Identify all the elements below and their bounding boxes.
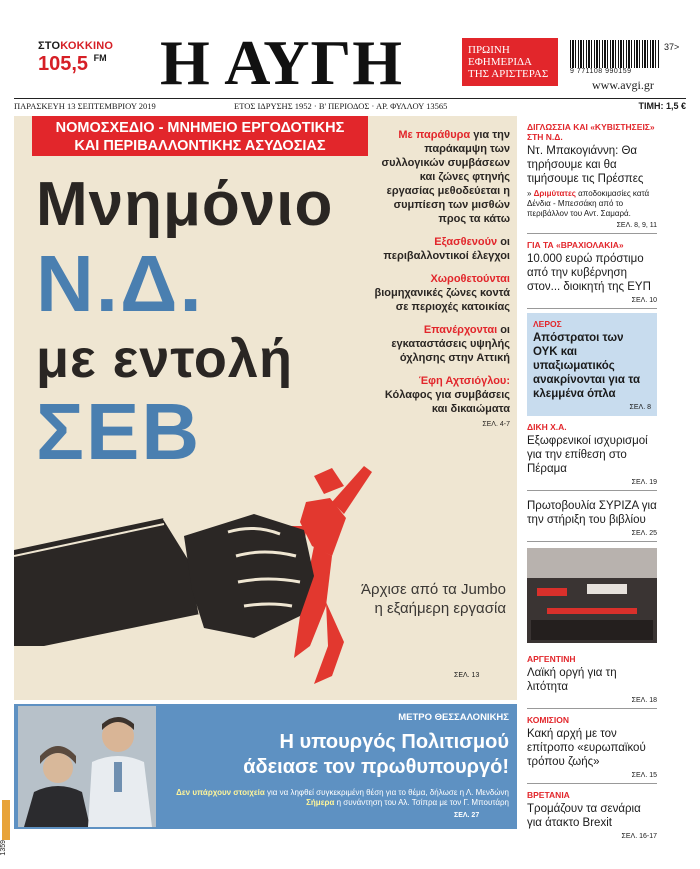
dateline bbox=[14, 98, 686, 112]
headline-line-1: Μνημόνιο bbox=[36, 170, 334, 239]
sidebar-point-text: οι περιβαλλοντικοί έλεγχοι bbox=[383, 236, 510, 262]
item-title: Ντ. Μπακογιάννη: Θα τηρήσουμε και θα τιμήσουμε τις Πρέσπες bbox=[527, 145, 644, 185]
page-reference: ΣΕΛ. 4-7 bbox=[482, 421, 510, 428]
page-reference: ΣΕΛ. 16-17 bbox=[621, 833, 657, 840]
sidebar-point-highlight: Χωροθετούνται bbox=[430, 273, 510, 285]
bottom-story[interactable] bbox=[14, 704, 517, 829]
bottom-sub-highlight: Σήμερα bbox=[306, 798, 335, 807]
item-title: Λαϊκή οργή για τη λιτότητα bbox=[527, 667, 617, 693]
item-title: Εξωφρενικοί ισχυρισμοί για την επίθεση στο Πέραμα bbox=[527, 435, 648, 475]
item-body-highlight: Δριμύτατες bbox=[533, 189, 576, 198]
news-item[interactable] bbox=[527, 709, 657, 784]
side-marker bbox=[2, 800, 10, 840]
news-item[interactable] bbox=[527, 648, 657, 709]
side-code: 1359 bbox=[0, 840, 7, 856]
bottom-sub-text: για να ληφθεί συγκεκριμένη θέση για το θέμα, δήλωσε η Λ. Μενδώνη bbox=[264, 788, 509, 797]
sidebar-point-highlight: Με παράθυρα bbox=[398, 129, 471, 141]
item-title: Κακή αρχή με τον επίτροπο «ευρωπαϊκού τρόπου ζωής» bbox=[527, 728, 646, 768]
bottom-headline-line: άδειασε τον πρωθυπουργό! bbox=[243, 756, 509, 778]
headline-line-2: Ν.Δ. bbox=[36, 239, 204, 328]
item-kicker: ΔΙΚΗ Χ.Α. bbox=[527, 422, 567, 432]
item-body: » Δριμύτατες αποδοκιμασίες κατά Δένδια - Μπεσσάκη από το περιβάλλον του Αντ. Σαμαρά. bbox=[527, 189, 650, 218]
tagline-line: ΕΦΗΜΕΡΙΔΑ bbox=[468, 56, 533, 68]
tagline bbox=[462, 38, 558, 86]
item-kicker: ΚΟΜΙΣΙΟΝ bbox=[527, 715, 570, 725]
news-item[interactable] bbox=[527, 234, 657, 309]
banner-line: ΚΑΙ ΠΕΡΙΒΑΛΛΟΝΤΙΚΗΣ ΑΣΥΔΟΣΙΑΣ bbox=[74, 138, 326, 154]
item-kicker: ΛΕΡΟΣ bbox=[533, 319, 562, 329]
tagline-line: ΤΗΣ ΑΡΙΣΤΕΡΑΣ bbox=[468, 68, 549, 80]
page-reference: ΣΕΛ. 18 bbox=[631, 697, 657, 704]
page-reference: ΣΕΛ. 15 bbox=[631, 772, 657, 779]
item-kicker: ΑΡΓΕΝΤΙΝΗ bbox=[527, 654, 576, 664]
page-reference: ΣΕΛ. 25 bbox=[631, 530, 657, 537]
sidebar-point-highlight: Έφη Αχτσιόγλου: bbox=[418, 375, 510, 387]
website-link[interactable]: www.avgi.gr bbox=[592, 78, 654, 92]
news-item[interactable] bbox=[527, 416, 657, 491]
page-reference: ΣΕΛ. 13 bbox=[454, 672, 480, 679]
right-column bbox=[527, 116, 657, 844]
issue-date: ΠΑΡΑΣΚΕΥΗ 13 ΣΕΠΤΕΜΒΡΙΟΥ 2019 bbox=[14, 101, 156, 111]
edition-info: ΕΤΟΣ ΙΔΡΥΣΗΣ 1952 · Β' ΠΕΡΙΟΔΟΣ · ΑΡ. ΦΥΛΛΟΥ 13565 bbox=[234, 101, 448, 111]
page-reference: ΣΕΛ. 27 bbox=[454, 812, 480, 819]
sidebar-point-highlight: Επανέρχονται bbox=[423, 324, 498, 336]
barcode-icon bbox=[570, 40, 660, 68]
tagline-line: ΠΡΩΙΝΗ bbox=[468, 44, 510, 56]
news-item[interactable] bbox=[527, 784, 657, 844]
ministers-photo bbox=[18, 706, 156, 827]
sidebar-point bbox=[374, 272, 510, 314]
fist-illustration bbox=[14, 406, 517, 700]
headline-line-4: ΣΕΒ bbox=[36, 387, 202, 476]
item-kicker: ΔΙΓΛΩΣΣΙΑ ΚΑΙ «ΚΥΒΙΣΤΗΣΕΙΣ» ΣΤΗ Ν.Δ. bbox=[527, 122, 655, 142]
bottom-sub-text: η συνάντηση του Αλ. Τσίπρα με τον Γ. Μπουτάρη bbox=[334, 798, 509, 807]
barcode-number: 9 771108 990159 bbox=[570, 68, 632, 75]
bottom-headline bbox=[164, 730, 509, 780]
newspaper-logo: Η ΑΥΓΗ bbox=[160, 27, 403, 98]
masthead bbox=[14, 27, 686, 98]
sidebar-point bbox=[374, 128, 510, 226]
item-title: Πρωτοβουλία ΣΥΡΙΖΑ για την στήριξη του βιβλίου bbox=[527, 500, 657, 526]
sidebar-point-highlight: Εξασθενούν bbox=[434, 236, 498, 248]
page-reference: ΣΕΛ. 19 bbox=[631, 479, 657, 486]
cover-story[interactable] bbox=[14, 116, 517, 700]
jumbo-teaser[interactable]: Άρχισε από τα Jumbo η εξαήμερη εργασία bbox=[361, 581, 506, 617]
news-item-highlighted[interactable] bbox=[527, 313, 657, 416]
news-item[interactable] bbox=[527, 491, 657, 542]
item-title: 10.000 ευρώ πρόστιμο από την κυβέρνηση στον... διοικητή της ΕΥΠ bbox=[527, 253, 651, 293]
sidebar-point bbox=[374, 235, 510, 263]
bottom-sub-highlight: Δεν υπάρχουν στοιχεία bbox=[176, 788, 265, 797]
sidebar-point bbox=[374, 323, 510, 365]
cover-sidebar bbox=[374, 128, 510, 441]
radio-fm: FM bbox=[93, 53, 107, 63]
radio-ad[interactable] bbox=[38, 40, 128, 76]
item-body-text: αποδοκιμασίες κατά Δένδια - Μπεσσάκη από το περιβάλλον του Αντ. Σαμαρά. bbox=[527, 189, 650, 218]
sidebar-point-text: για την παράκαμψη των συλλογικών συμβάσεων και ζώνες φτηνής εργασίας μεθοδεύεται η συμπίεση των μισθών προς τα κάτω bbox=[381, 129, 510, 225]
radio-frequency: 105,5 bbox=[38, 53, 89, 75]
item-title: Απόστρατοι των ΟΥΚ και υπαξιωματικός ανακρίνονται για τα κλεμμένα όπλα bbox=[533, 332, 641, 400]
sidebar-point-text: οι εγκαταστάσεις υψηλής όχλησης στην Αττική bbox=[391, 324, 510, 364]
news-item[interactable] bbox=[527, 116, 657, 234]
cover-banner bbox=[32, 116, 368, 156]
item-kicker: ΒΡΕΤΑΝΙΑ bbox=[527, 790, 570, 800]
radio-name-a: ΣΤΟ bbox=[38, 40, 61, 52]
item-title: Τρομάζουν τα σενάρια για άτακτο Brexit bbox=[527, 803, 641, 829]
bottom-headline-line: Η υπουργός Πολιτισμού bbox=[279, 731, 509, 753]
protest-photo[interactable] bbox=[527, 548, 657, 643]
bottom-subtext bbox=[164, 788, 509, 808]
price: ΤΙΜΗ: 1,5 € bbox=[638, 101, 686, 111]
headline-line-3: με εντολή bbox=[36, 329, 293, 389]
page-reference: ΣΕΛ. 8 bbox=[629, 404, 651, 411]
page-reference: ΣΕΛ. 10 bbox=[631, 297, 657, 304]
page-reference: ΣΕΛ. 8, 9, 11 bbox=[616, 222, 657, 229]
bottom-kicker: ΜΕΤΡΟ ΘΕΣΣΑΛΟΝΙΚΗΣ bbox=[398, 712, 509, 723]
radio-name-b: ΚΟΚΚΙΝΟ bbox=[60, 40, 114, 52]
issue-code: 37> bbox=[664, 42, 680, 52]
sidebar-point-text: Κόλαφος για συμβάσεις και δικαιώματα bbox=[384, 389, 510, 415]
item-kicker: ΓΙΑ ΤΑ «ΒΡΑΧΙΟΛΑΚΙΑ» bbox=[527, 240, 624, 250]
sidebar-point-text: βιομηχανικές ζώνες κοντά σε περιοχές κατοικίας bbox=[374, 287, 510, 313]
banner-line: ΝΟΜΟΣΧΕΔΙΟ - ΜΝΗΜΕΙΟ ΕΡΓΟΔΟΤΙΚΗΣ bbox=[55, 120, 345, 136]
